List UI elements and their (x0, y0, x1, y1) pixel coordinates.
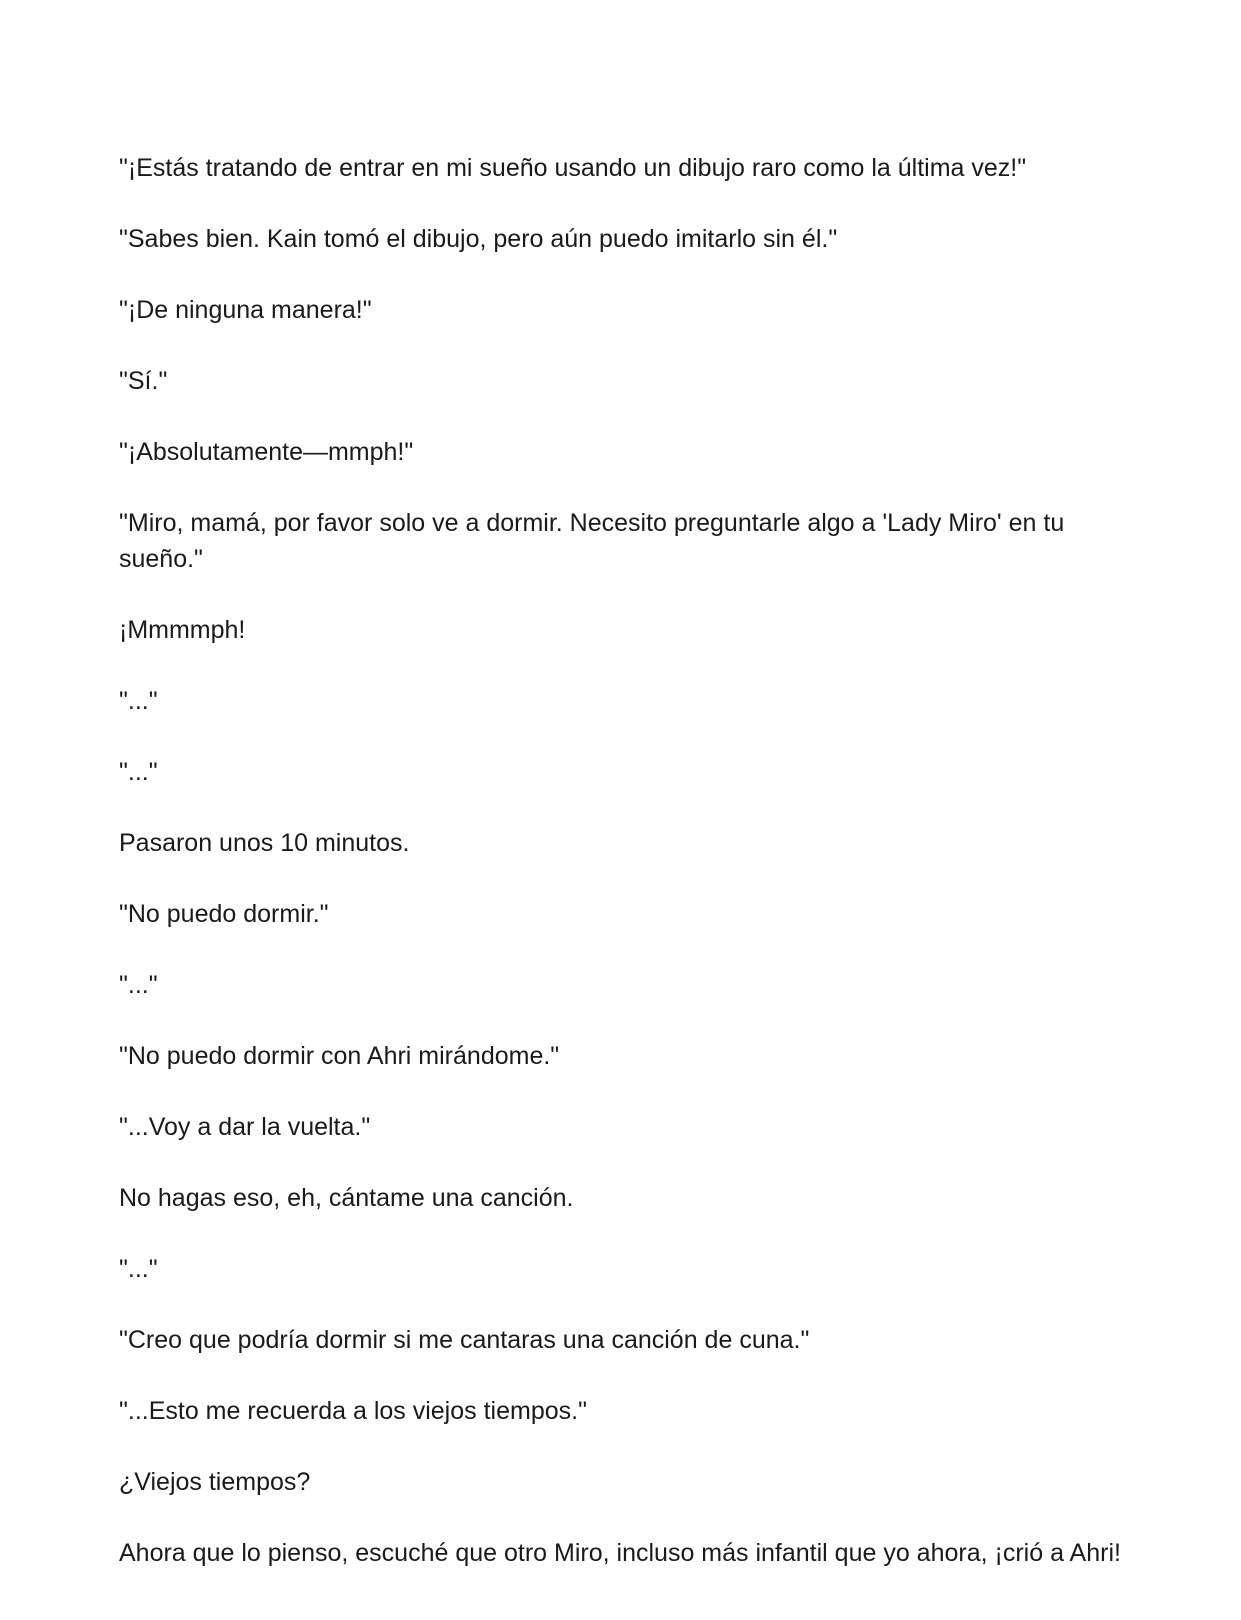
paragraph: "Sabes bien. Kain tomó el dibujo, pero aún puedo imitarlo sin él." (119, 225, 838, 253)
paragraph: "..." (119, 687, 158, 715)
paragraph: ¡Mmmmph! (119, 616, 246, 644)
paragraph: No hagas eso, eh, cántame una canción. (119, 1184, 574, 1212)
paragraph: "Sí." (119, 367, 168, 395)
paragraph: "...Esto me recuerda a los viejos tiempos." (119, 1397, 587, 1425)
paragraph: "..." (119, 758, 158, 786)
paragraph: "Creo que podría dormir si me cantaras una canción de cuna." (119, 1326, 810, 1354)
paragraph: "No puedo dormir con Ahri mirándome." (119, 1042, 560, 1070)
paragraph: "..." (119, 1255, 158, 1283)
paragraph: "¡De ninguna manera!" (119, 296, 372, 324)
paragraph: "¡Absolutamente—mmph!" (119, 438, 414, 466)
paragraph: ¿Viejos tiempos? (119, 1468, 311, 1496)
paragraph: "Miro, mamá, por favor solo ve a dormir. Necesito preguntarle algo a 'Lady Miro' en tu sueño." (119, 509, 1065, 573)
paragraph: Ahora que lo pienso, escuché que otro Miro, incluso más infantil que yo ahora, ¡crió a Ahri! (119, 1539, 1121, 1567)
paragraph: "..." (119, 971, 158, 999)
paragraph: "...Voy a dar la vuelta." (119, 1113, 371, 1141)
document-body (119, 150, 1139, 1606)
paragraph: "No puedo dormir." (119, 900, 329, 928)
paragraph: "¡Estás tratando de entrar en mi sueño usando un dibujo raro como la última vez!" (119, 154, 1027, 182)
paragraph: Pasaron unos 10 minutos. (119, 829, 410, 857)
